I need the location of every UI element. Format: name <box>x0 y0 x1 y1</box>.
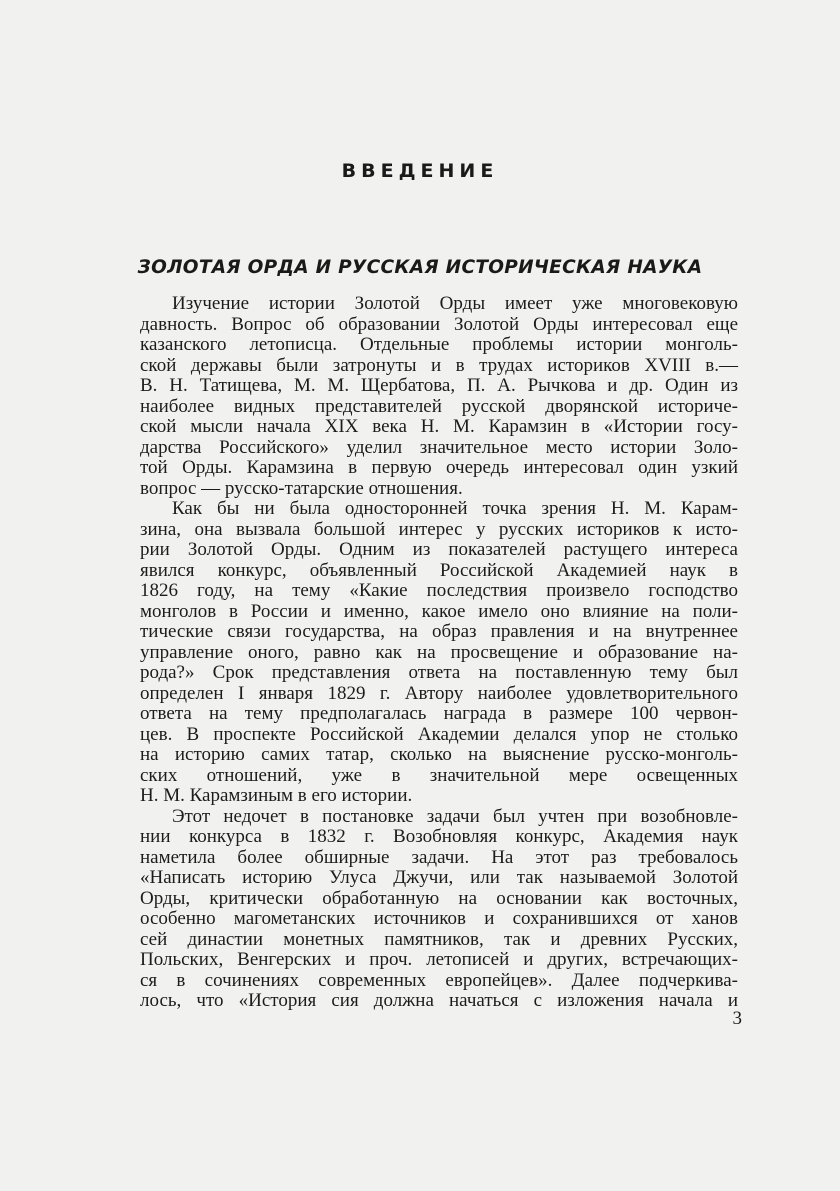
text-line: на историю самих татар, сколько на выяснение русско-монголь- <box>140 744 738 765</box>
text-line: нии конкурса в 1832 г. Возобновляя конкурс, Академия наук <box>140 826 738 847</box>
page-number: 3 <box>732 1008 742 1029</box>
text-line: Этот недочет в постановке задачи был учтен при возобновле- <box>172 805 738 827</box>
text-line: «Написать историю Улуса Джучи, или так называемой Золотой <box>140 867 738 888</box>
text-line: управление оного, равно как на просвещение и образование на- <box>140 641 738 663</box>
text-line: дарства Российского» уделил значительное место истории Золо- <box>140 436 738 458</box>
text-line: тические связи государства, на образ правления и на внутреннее <box>140 621 738 642</box>
text-line: Как бы ни была односторонней точка зрения Н. М. Карам- <box>172 498 738 519</box>
text-line: ской державы были затронуты и в трудах историков XVIII в.— <box>140 354 738 376</box>
chapter-title: ВВЕДЕНИЕ <box>341 160 499 182</box>
text-line: особенно магометанских источников и сохранившихся от ханов <box>140 908 738 929</box>
text-line: Н. М. Карамзиным в его истории. <box>140 785 413 806</box>
text-line: 1826 году, на тему «Какие последствия произвело господство <box>140 580 738 601</box>
text-line: рода?» Срок представления ответа на поставленную тему был <box>140 662 738 683</box>
text-line: явился конкурс, объявленный Российской Академией наук в <box>140 559 738 581</box>
text-line: определен I января 1829 г. Автору наиболее удовлетворительного <box>140 682 738 704</box>
text-line: зина, она вызвала большой интерес у русских историков к исто- <box>140 518 738 540</box>
text-line: В. Н. Татищева, М. М. Щербатова, П. А. Рычкова и др. Один из <box>140 375 738 396</box>
text-line: монголов в России и именно, какое имело оно влияние на поли- <box>140 600 738 622</box>
text-line: цев. В проспекте Российской Академии делался упор не столько <box>140 723 738 745</box>
text-line: вопрос — русско-татарские отношения. <box>140 477 463 499</box>
text-line: рии Золотой Орды. Одним из показателей растущего интереса <box>140 539 738 560</box>
text-line: Польских, Венгерских и проч. летописей и других, встречающих- <box>140 949 738 970</box>
body-text <box>140 294 738 1012</box>
text-line: той Орды. Карамзина в первую очередь интересовал один узкий <box>140 457 738 478</box>
text-line: наметила более обширные задачи. На этот раз требовалось <box>140 846 738 868</box>
text-line: наиболее видных представителей русской дворянской историче- <box>140 395 738 417</box>
text-line: ских отношений, уже в значительной мере освещенных <box>140 764 738 786</box>
text-line: лось, что «История сия должна начаться с изложения начала и <box>140 990 738 1011</box>
text-line: ской мысли начала XIX века Н. М. Карамзин в «Истории госу- <box>140 416 738 437</box>
text-line: ся в сочинениях современных европейцев». Далее подчеркива- <box>140 969 738 991</box>
text-line: казанского летописца. Отдельные проблемы истории монголь- <box>140 334 738 355</box>
text-line: Изучение истории Золотой Орды имеет уже многовековую <box>172 293 738 314</box>
text-line: Орды, критически обработанную на основании как восточных, <box>140 887 738 909</box>
text-line: сей династии монетных памятников, так и древних Русских, <box>140 928 738 950</box>
section-title: ЗОЛОТАЯ ОРДА И РУССКАЯ ИСТОРИЧЕСКАЯ НАУКА <box>137 257 703 278</box>
text-line: ответа на тему предполагалась награда в размере 100 червон- <box>140 703 738 724</box>
text-line: давность. Вопрос об образовании Золотой Орды интересовал еще <box>140 313 738 335</box>
